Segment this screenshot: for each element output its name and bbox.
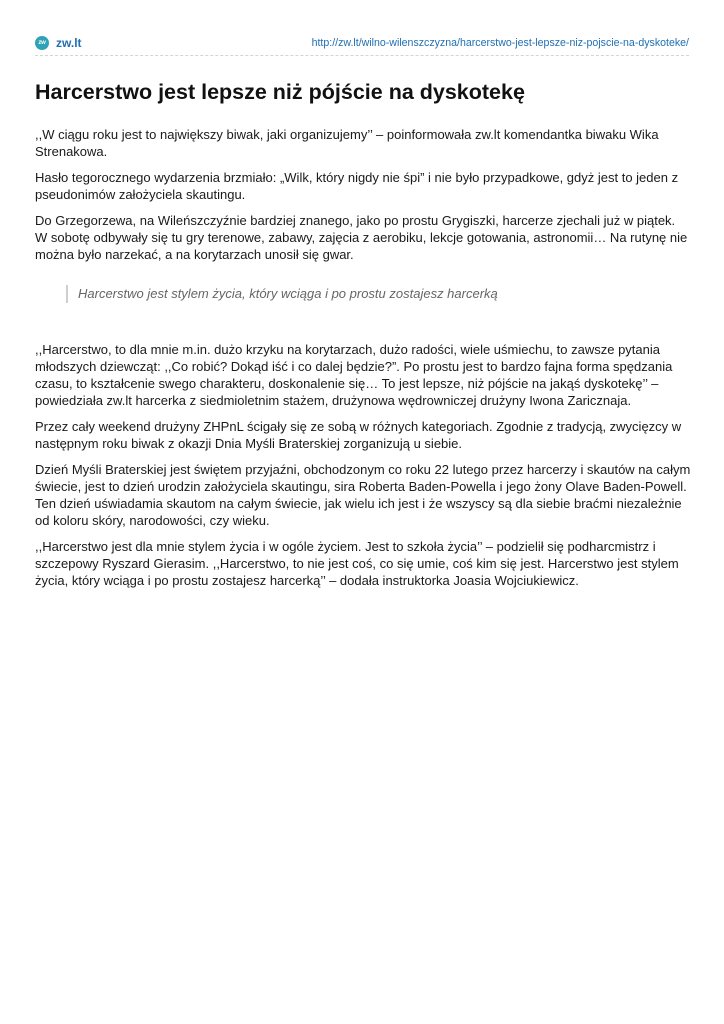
header-divider [35,55,689,56]
pull-quote: Harcerstwo jest stylem życia, który wciąga i po prostu zostajesz harcerką [66,285,691,303]
paragraph-4: ,,Harcerstwo, to dla mnie m.in. dużo krzyku na korytarzach, dużo radości, wiele uśmiechu, to zawsze pytania młodszych dziewcząt: ,,Co robić? Dokąd iść i co dalej będzie?”. Po prostu jest to bardzo fajna forma spędzania czasu, to kształcenie swego charakteru, doskonalenie się… To jest lepsze, niż pójście na jakąś dyskotekę’’ – powiedziała zw.lt harcerka z siedmioletnim stażem, drużynowa wędrowniczej drużyny Iwona Zaricznaja. [35,342,673,408]
source-url-link[interactable]: http://zw.lt/wilno-wilenszczyzna/harcerstwo-jest-lepsze-niz-pojscie-na-dyskoteke/ [311,37,689,49]
paragraph-5: Przez cały weekend drużyny ZHPnL ścigały się ze sobą w różnych kategoriach. Zgodnie z tradycją, zwycięzcy w następnym roku biwak z okazji Dnia Myśli Braterskiej zorganizują u siebie. [35,419,682,451]
paragraph-7: ,,Harcerstwo jest dla mnie stylem życia i w ogóle życiem. Jest to szkoła życia’’ – podzielił się podharcmistrz i szczepowy Ryszard Gierasim. ,,Harcerstwo, to nie jest coś, co się umie, coś kim się jest. Harcerstwo jest stylem życia, który wciąga i po prostu zostajesz harcerką’’ – dodała instruktorka Joasia Wojciukiewicz. [35,539,679,588]
zw-logo-icon: zw [35,36,49,50]
article-title: Harcerstwo jest lepsze niż pójście na dyskotekę [35,80,525,104]
paragraph-6: Dzień Myśli Braterskiej jest świętem przyjaźni, obchodzonym co roku 22 lutego przez harcerzy i skautów na całym świecie, jest to dzień urodzin założyciela skautingu, sira Roberta Baden-Powella i jego żony Olave Baden-Powell. Ten dzień uświadamia skautom na całym świecie, jak wielu ich jest i że wszyscy są dla siebie braćmi niezależnie od koloru skóry, narodowości, czy wieku. [35,462,691,528]
article-body [35,126,691,598]
page-header [35,33,689,53]
paragraph-1: ,,W ciągu roku jest to największy biwak, jaki organizujemy’’ – poinformowała zw.lt komendantka biwaku Wika Strenakowa. [35,127,659,159]
paragraph-3: Do Grzegorzewa, na Wileńszczyźnie bardziej znanego, jako po prostu Grygiszki, harcerze zjechali już w piątek. W sobotę odbywały się tu gry terenowe, zabawy, zajęcia z aerobiku, lekcje gotowania, astronomii… Na rutynę nie można było narzekać, a na korytarzach unosił się gwar. [35,213,688,262]
site-name-link[interactable]: zw.lt [56,36,82,50]
site-brand[interactable] [35,36,82,50]
paragraph-2: Hasło tegorocznego wydarzenia brzmiało: „Wilk, który nigdy nie śpi” i nie było przypadkowe, gdyż jest to jeden z pseudonimów założyciela skautingu. [35,170,679,202]
